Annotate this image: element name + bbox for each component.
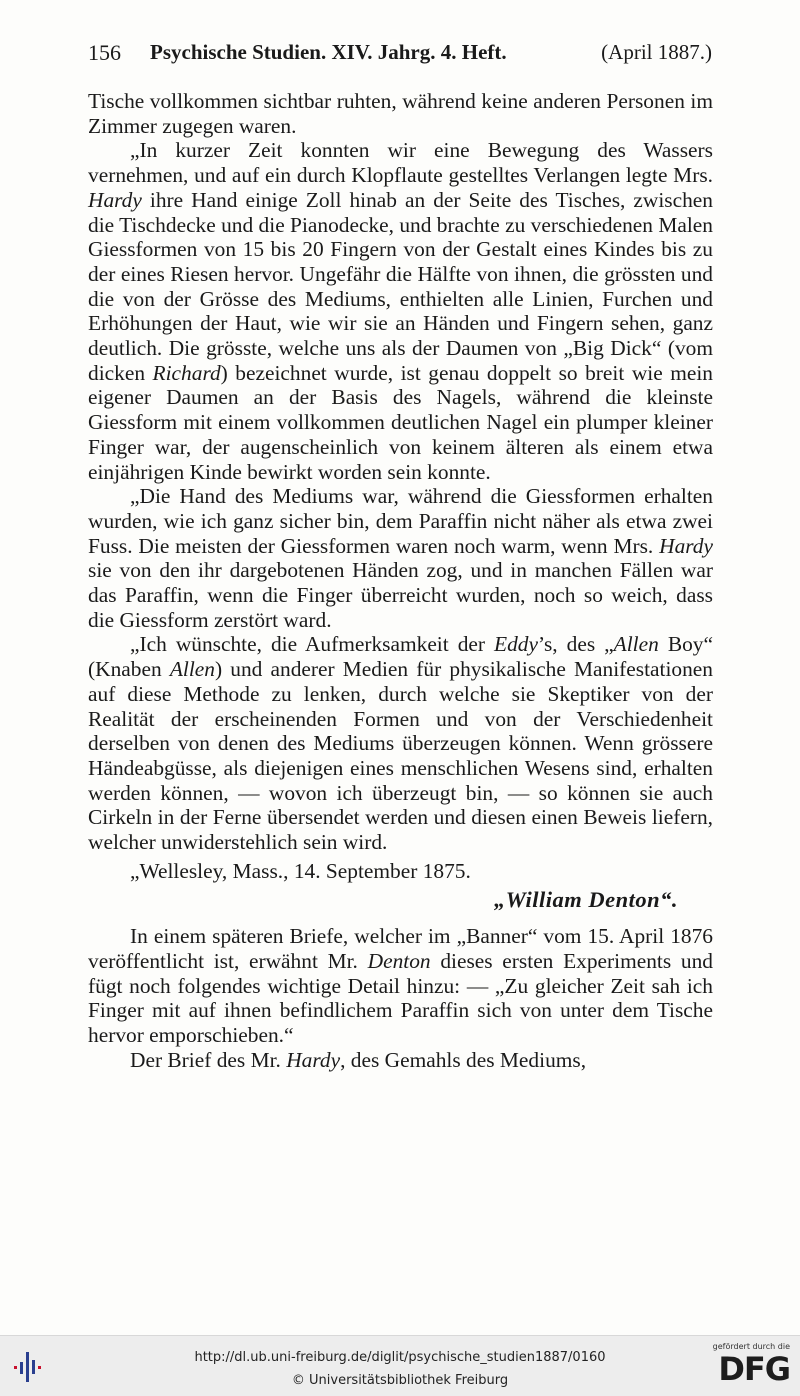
letter-signature: „William Denton“.	[494, 886, 678, 912]
name-hardy: Hardy	[88, 187, 142, 212]
name-eddy: Eddy	[494, 632, 538, 657]
name-richard: Richard	[152, 360, 221, 385]
paragraph-4: „Ich wünschte, die Aufmerksamkeit der Eddy’s, des „Allen Boy“ (Knaben Allen) und anderer Medien für physikalische Manifestationen auf diese Methode zu lenken, durch welche sie Skeptiker von der Realität der erscheinenden Formen und von der Verschiedenheit derselben von denen des Mediums überzeugen können. Wenn grössere Händeabgüsse, als diejenigen eines menschlichen Wesens sind, erhalten werden können, — wovon ich überzeugt bin, — so können sie auch Cirkeln in der Ferne übersendet werden und diesen einen Beweis liefern, welcher unwiderstehlich sein wird.	[88, 632, 713, 855]
name-allen: Allen	[613, 632, 659, 657]
dfg-logo-text: DFG	[718, 1350, 790, 1388]
name-denton: Denton	[367, 948, 431, 973]
paragraph-3: „Die Hand des Mediums war, während die Giessformen erhalten wurden, wie ich ganz sicher bin, dem Paraffin nicht näher als etwa zwei Fuss. Die meisten der Giessformen waren noch warm, wenn Mrs. Hardy sie von den ihr dargebotenen Händen zog, und in manchen Fällen war das Paraffin, wenn die Finger überreicht wurden, noch so weich, dass die Giessform zerstört ward.	[88, 484, 713, 632]
letter-place-date: „Wellesley, Mass., 14. September 1875.	[130, 858, 471, 883]
page-number: 156	[88, 40, 121, 65]
dfg-logo	[704, 1342, 790, 1390]
name-hardy: Hardy	[286, 1047, 341, 1072]
viewer-footer	[0, 1335, 800, 1396]
paragraph-1: Tische vollkommen sichtbar ruhten, während keine anderen Personen im Zimmer zugegen waren.	[88, 89, 713, 138]
issue-date: (April 1887.)	[601, 40, 712, 64]
paragraph-2: „In kurzer Zeit konnten wir eine Bewegung des Wassers vernehmen, und auf ein durch Klopflaute gestelltes Verlangen legte Mrs. Hardy ihre Hand einige Zoll hinab an der Seite des Tisches, zwischen die Tischdecke und die Pianodecke, und brachte zu verschiedenen Malen Giessformen von 15 bis 20 Fingern von der Gestalt eines Kindes bis zu der eines Riesen hervor. Ungefähr die Hälfte von ihnen, die grössten und die von der Grösse des Mediums, enthielten alle Linien, Furchen und Erhöhungen der Haut, wie wir sie an Händen und Fingern sehen, ganz deutlich. Die grösste, welche uns als der Daumen von „Big Dick“ (vom dicken Richard) bezeichnet wurde, ist genau doppelt so breit wie mein eigener Daumen an der Basis des Nagels, während die kleinste Giessform mit einem vollkommen deutlichen Nagel ein plumper kleiner Finger war, der augenscheinlich von keinem älteren als einem etwa einjährigen Kinde bewirkt worden sein konnte.	[88, 138, 713, 484]
journal-title: Psychische Studien. XIV. Jahrg. 4. Heft.	[150, 40, 507, 64]
permalink-url[interactable]: http://dl.ub.uni-freiburg.de/diglit/psychische_studien1887/0160	[194, 1350, 606, 1365]
name-hardy: Hardy	[659, 533, 713, 558]
name-allen: Allen	[169, 657, 215, 682]
paragraph-5: In einem späteren Briefe, welcher im „Banner“ vom 15. April 1876 veröffentlicht ist, erwähnt Mr. Denton dieses ersten Experiments und fügt noch folgendes wichtige Detail hinzu: — „Zu gleicher Zeit sah ich Finger mit auf ihnen befindlichem Paraffin sich von unter dem Tische hervor emporschieben.“	[88, 924, 713, 1048]
body-text	[88, 89, 713, 1072]
dfg-funding-note: gefördert durch die	[712, 1342, 790, 1351]
paragraph-6: Der Brief des Mr. Hardy, des Gemahls des Mediums,	[130, 1047, 587, 1072]
copyright-notice: © Universitätsbibliothek Freiburg	[291, 1373, 509, 1388]
